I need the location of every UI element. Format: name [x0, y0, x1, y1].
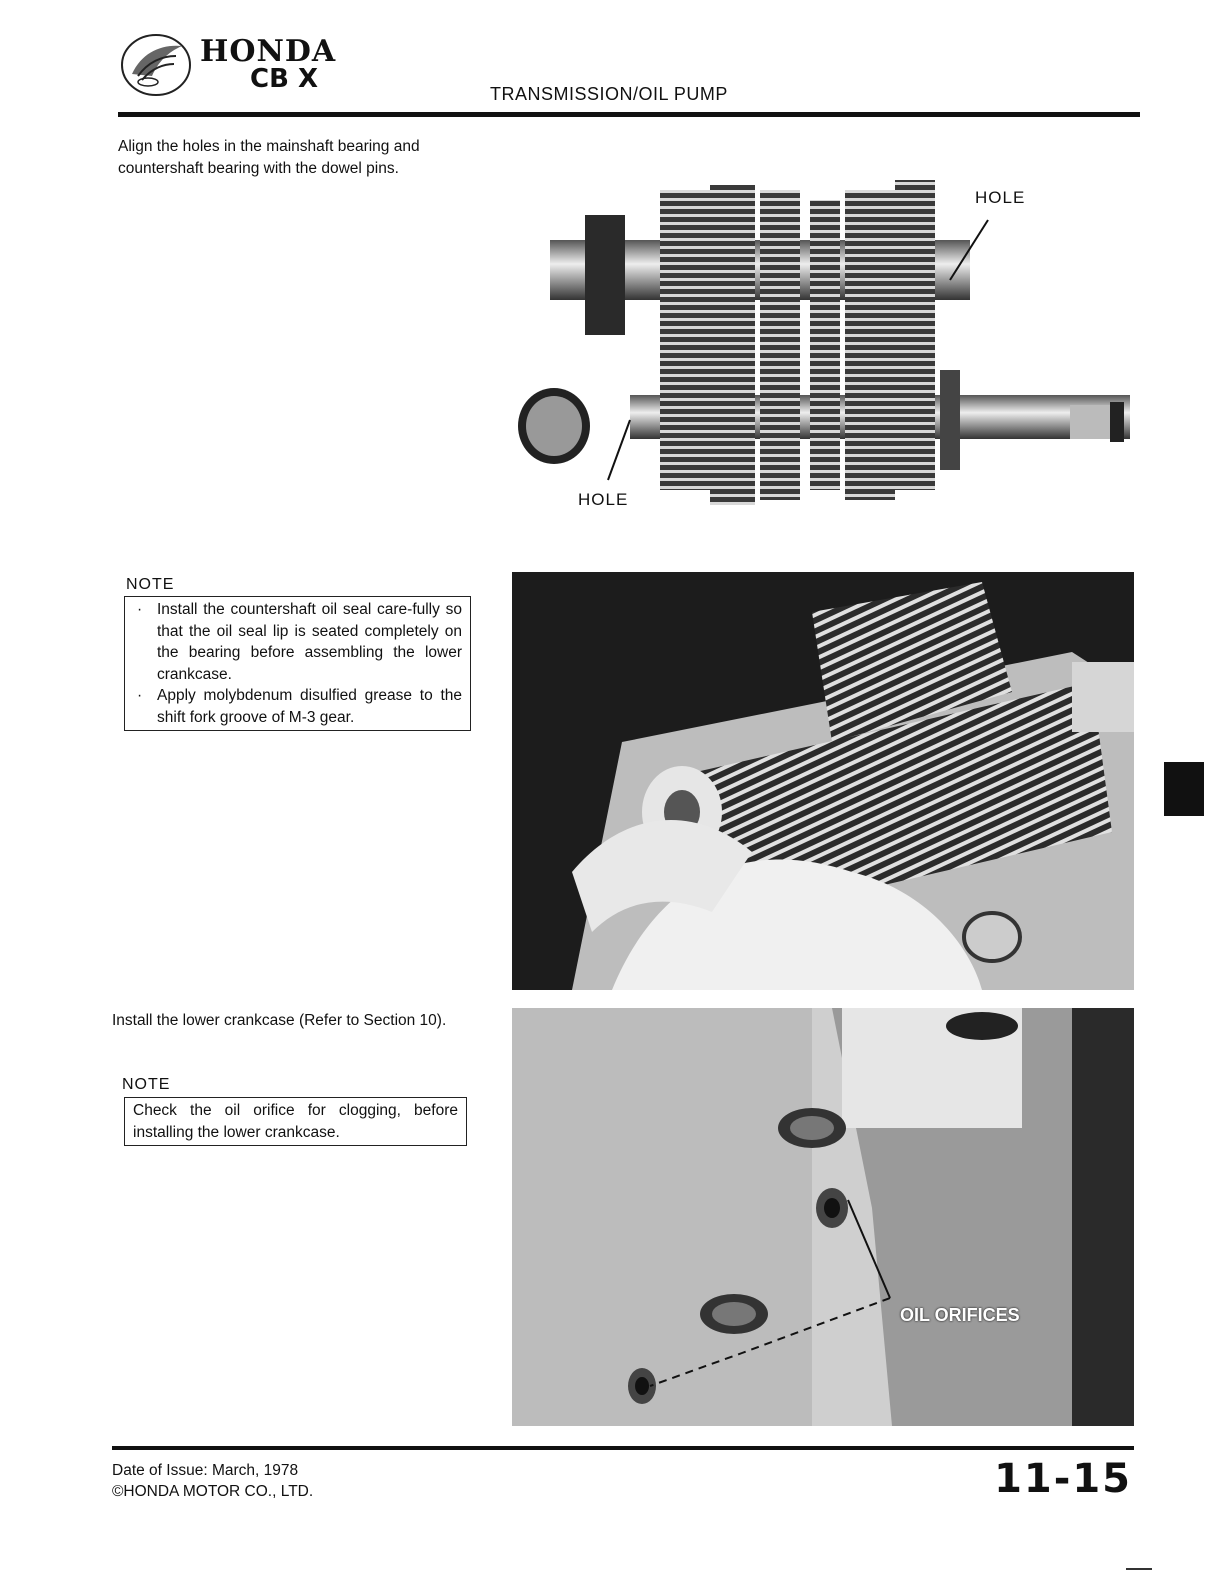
hole-callout-countershaft: HOLE [578, 490, 629, 509]
note-box-orifice: Check the oil orifice for clogging, before installing the lower crankcase. [124, 1097, 467, 1146]
note-label: NOTE [126, 576, 175, 593]
section-tab-marker [1164, 762, 1204, 816]
footer-rule [112, 1446, 1134, 1450]
transmission-shafts-photo [510, 170, 1140, 515]
copyright: ©HONDA MOTOR CO., LTD. [112, 1483, 314, 1500]
brand-name: HONDA [200, 34, 337, 69]
intro-paragraph: Align the holes in the mainshaft bearing and countershaft bearing with the dowel pins. [118, 138, 420, 177]
oil-orifices-photo [512, 1008, 1134, 1426]
oil-orifices-callout: OIL ORIFICES [900, 1305, 1020, 1325]
header-rule [118, 112, 1140, 117]
corner-dash [1126, 1568, 1152, 1570]
issue-date: Date of Issue: March, 1978 [112, 1462, 299, 1479]
note-item: · Apply molybdenum disulfied grease to the shift fork groove of M-3 gear. [157, 685, 462, 728]
model-name: CB X [250, 64, 318, 94]
crankcase-assembly-photo [512, 572, 1134, 990]
footer-info [112, 1460, 313, 1502]
note-item: · Install the countershaft oil seal care-fully so that the oil seal lip is seated completely on the bearing before assembling the lower crankcase. [157, 599, 462, 685]
section-title: TRANSMISSION/OIL PUMP [490, 84, 728, 104]
note-label: NOTE [122, 1076, 171, 1093]
honda-wing-logo [118, 32, 194, 98]
hole-callout-mainshaft: HOLE [975, 188, 1026, 207]
install-paragraph: Install the lower crankcase (Refer to Section 10). [112, 1012, 447, 1029]
page-number: 11-15 [994, 1456, 1132, 1502]
note-box-countershaft [124, 596, 471, 731]
